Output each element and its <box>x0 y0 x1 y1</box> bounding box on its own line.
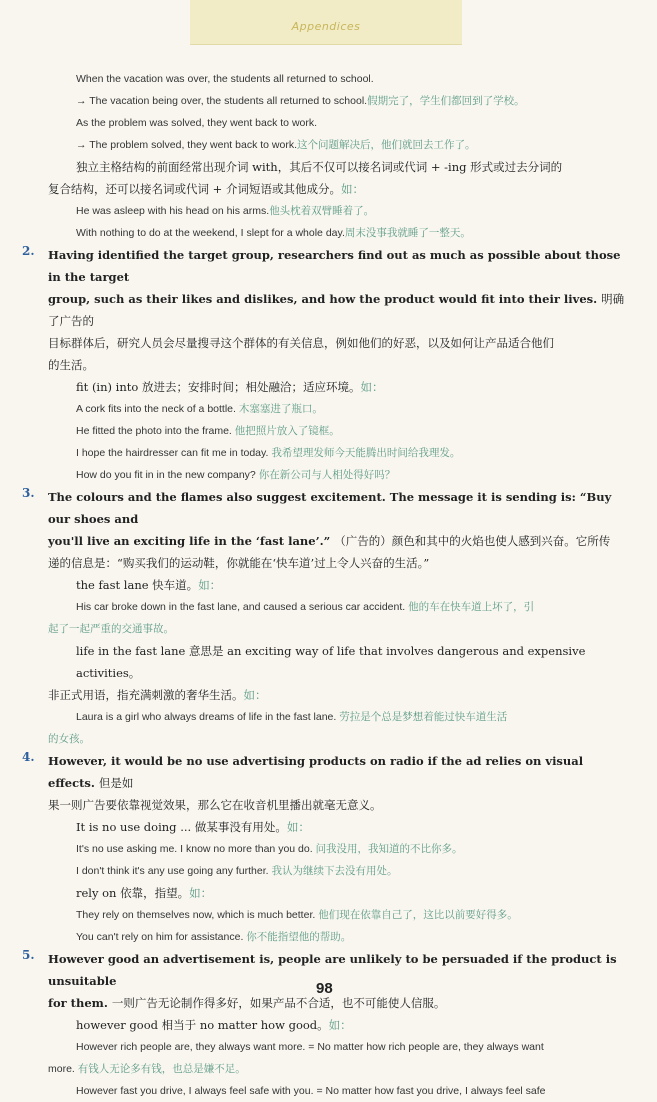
key-sentence: The colours and the flames also suggest excitement. The message it is sending is: “Buy our shoes and <box>48 490 612 526</box>
translation: 递的信息是：“购买我们的运动鞋，你就能在‘快车道’过上令人兴奋的生活。” <box>48 556 430 570</box>
phrase-entry: life in the fast lane 意思是 an exciting way of life that involves dangerous and expensive activities。 <box>76 644 586 680</box>
example-sentence: However fast you drive, I always feel safe with you. = No matter how fast you drive, I always feel safe <box>76 1085 546 1097</box>
example-sentence: I hope the hairdresser can fit me in today. 我希望理发师今天能腾出时间给我理发。 <box>76 447 461 459</box>
phrase-entry: the fast lane 快车道。如： <box>76 578 222 592</box>
intro-example-4: → The problem solved, they went back to work.这个问题解决后，他们就回去工作了。 <box>76 139 476 151</box>
note-item-3 <box>22 486 630 750</box>
page-number: 98 <box>316 980 333 997</box>
key-sentence-cont: for them. 一则广告无论制作得多好，如果产品不合适，也不可能使人信服。 <box>48 996 446 1010</box>
key-sentence: However, it would be no use advertising products on radio if the ad relies on visual effects. 但是如 <box>48 754 584 790</box>
intro-example-2: → The vacation being over, the students all returned to school.假期完了，学生们都回到了学校。 <box>76 95 525 107</box>
example-sentence: His car broke down in the fast lane, and caused a serious car accident. 他的车在快车道上坏了，引 <box>76 601 535 613</box>
example-sentence: I don't think it's any use going any further. 我认为继续下去没有用处。 <box>76 865 398 877</box>
key-sentence: Having identified the target group, researchers find out as much as possible about those in the target <box>48 248 621 284</box>
phrase-entry: fit (in) into 放进去；安排时间；相处融洽；适应环境。如： <box>76 380 384 394</box>
note-item-4 <box>22 750 630 948</box>
key-sentence-cont: group, such as their likes and dislikes, and how the product would fit into their lives. 明确了广告的 <box>48 292 625 328</box>
example-sentence: How do you fit in in the new company? 你在新公司与人相处得好吗？ <box>76 469 396 481</box>
example-sentence: You can't rely on him for assistance. 你不能指望他的帮助。 <box>76 931 352 943</box>
example-sentence: They rely on themselves now, which is much better. 他们现在依靠自己了，这比以前要好得多。 <box>76 909 518 921</box>
example-sentence-cont: more. 有钱人无论多有钱，也总是嫌不足。 <box>48 1063 246 1075</box>
example-sentence-cont: 起了一起严重的交通事故。 <box>48 623 174 635</box>
running-header <box>190 0 462 45</box>
example-sentence: He fitted the photo into the frame. 他把照片放入了镜框。 <box>76 425 340 437</box>
example-sentence: Laura is a girl who always dreams of life in the fast lane. 劳拉是个总是梦想着能过快车道生活 <box>76 711 508 723</box>
example-sentence: However rich people are, they always want more. = No matter how rich people are, they always want <box>76 1041 544 1053</box>
example-sentence: A cork fits into the neck of a bottle. 木塞塞进了瓶口。 <box>76 403 323 415</box>
header-title: Appendices <box>291 20 361 33</box>
intro-note-cont: 复合结构，还可以接名词或代词 + 介词短语或其他成分。如： <box>48 182 364 196</box>
intro-with-example-2: With nothing to do at the weekend, I slept for a whole day.周末没事我就睡了一整天。 <box>76 227 471 239</box>
translation-cont: 的生活。 <box>48 358 94 372</box>
page-content <box>22 68 630 1102</box>
item-number: 5. <box>22 948 35 962</box>
item-number: 4. <box>22 750 35 764</box>
translation: 目标群体后，研究人员会尽量搜寻这个群体的有关信息，例如他们的好恶，以及如何让产品适合他们 <box>48 336 554 350</box>
phrase-entry: rely on 依靠，指望。如： <box>76 886 213 900</box>
phrase-entry: however good 相当于 no matter how good。如： <box>76 1018 352 1032</box>
key-sentence-cont: you'll live an exciting life in the ‘fast lane’.” （广告的）颜色和其中的火焰也使人感到兴奋。它所传 <box>48 534 611 548</box>
intro-example-3: As the problem was solved, they went back to work. <box>76 117 318 129</box>
phrase-entry: It is no use doing ... 做某事没有用处。如： <box>76 820 310 834</box>
phrase-entry-cont: 非正式用语，指充满刺激的奢华生活。如： <box>48 688 267 702</box>
intro-note: 独立主格结构的前面经常出现介词 with，其后不仅可以接名词或代词 + -ing 形式或过去分词的 <box>76 160 563 174</box>
key-sentence: However good an advertisement is, people are unlikely to be persuaded if the product is unsuitable <box>48 952 617 988</box>
note-item-5 <box>22 948 630 1102</box>
translation: 果一则广告要依靠视觉效果，那么它在收音机里播出就毫无意义。 <box>48 798 382 812</box>
intro-with-example-1: He was asleep with his head on his arms.他头枕着双臂睡着了。 <box>76 205 375 217</box>
example-sentence: It's no use asking me. I know no more than you do. 问我没用，我知道的不比你多。 <box>76 843 463 855</box>
note-item-2 <box>22 244 630 486</box>
intro-example-1: When the vacation was over, the students all returned to school. <box>76 73 374 85</box>
item-number: 2. <box>22 244 35 258</box>
example-sentence-cont: 的女孩。 <box>48 733 90 745</box>
item-number: 3. <box>22 486 35 500</box>
